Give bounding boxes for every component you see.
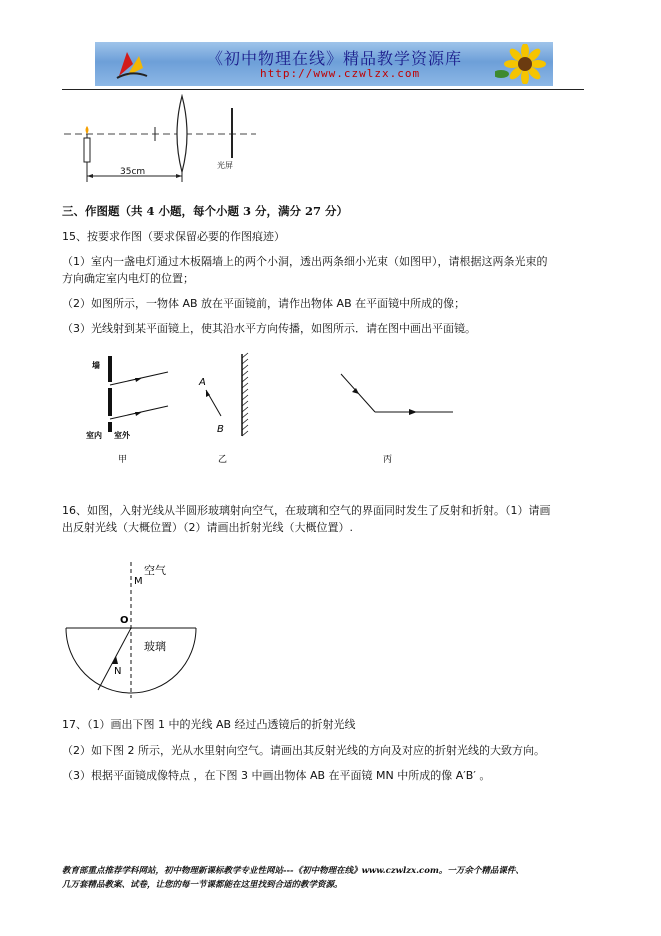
q16-air-label: 空气	[144, 564, 166, 577]
q16-label-o: O	[120, 615, 129, 626]
q16-label-m: M	[134, 576, 143, 587]
fig-jia-wall-label: 墙	[92, 361, 100, 370]
q17-item3: （3）根据平面镜成像特点 ，在下图 3 中画出物体 AB 在平面镜 MN 中所成的像 A′B′ 。	[62, 769, 491, 782]
footer-line2: 几万套精品教案、试卷，让您的每一节课都能在这里找到合适的教学资源。	[62, 880, 343, 890]
header-divider	[62, 89, 584, 90]
q15-stem: 15、按要求作图（要求保留必要的作图痕迹）	[62, 230, 285, 243]
q15-item3: （3）光线射到某平面镜上，使其沿水平方向传播，如图所示．请在图中画出平面镜。	[62, 322, 476, 335]
q16-label-n: N	[114, 666, 122, 677]
lens-setup-figure	[60, 94, 260, 186]
fig-yi-caption: 乙	[218, 455, 228, 464]
fig-jia-indoor-label: 室内	[86, 431, 102, 440]
fig-yi	[190, 352, 270, 464]
q15-item1-line2: 方向确定室内电灯的位置；	[62, 272, 194, 285]
fig-jia-caption: 甲	[118, 455, 128, 464]
q17-item2: （2）如下图 2 所示，光从水里射向空气。请画出其反射光线的方向及对应的折射光线的大致方向。	[62, 744, 545, 757]
fig-yi-point-a: A	[199, 377, 206, 388]
header-title: 《初中物理在线》精品教学资源库	[207, 49, 463, 68]
q15-item1-line1: （1）室内一盏电灯通过木板隔墙上的两个小洞，透出两条细小光束（如图甲），请根据这两条光束的	[62, 255, 548, 268]
site-logo-icon	[113, 46, 149, 82]
fig-jia	[82, 352, 172, 464]
sunflower-icon	[495, 44, 549, 84]
footer-line1: 教育部重点推荐学科网站，初中物理新课标教学专业性网站---《初中物理在线》www.czwlzx.com。一万余个精品课件、	[62, 866, 524, 876]
q16-glass-figure	[60, 560, 210, 700]
q16-line2: 出反射光线（大概位置）（2）请画出折射光线（大概位置）.	[62, 521, 353, 534]
q17-item1: 17、（1）画出下图 1 中的光线 AB 经过凸透镜后的折射光线	[62, 718, 356, 731]
fig-bing	[335, 362, 460, 464]
distance-label: 35cm	[120, 167, 146, 177]
header-banner	[95, 42, 553, 86]
q16-line1: 16、如图，入射光线从半圆形玻璃射向空气，在玻璃和空气的界面同时发生了反射和折射。（1）请画	[62, 504, 551, 517]
q15-item2: （2）如图所示，一物体 AB 放在平面镜前，请作出物体 AB 在平面镜中所成的像；	[62, 297, 466, 310]
fig-bing-caption: 丙	[383, 455, 393, 464]
section-heading: 三、作图题（共 4 小题，每个小题 3 分，满分 27 分）	[62, 204, 349, 218]
q16-glass-label: 玻璃	[144, 640, 166, 653]
header-url[interactable]: http://www.czwlzx.com	[260, 67, 421, 80]
fig-yi-point-b: B	[217, 424, 224, 435]
fig-jia-outdoor-label: 室外	[114, 431, 130, 440]
screen-label: 光屏	[217, 161, 233, 170]
